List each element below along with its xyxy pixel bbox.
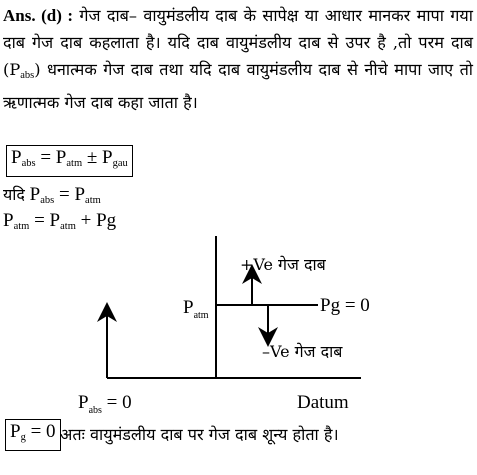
- if-word: यदि: [3, 185, 25, 204]
- box-rest: = 0: [25, 421, 56, 442]
- if-eq: = P: [54, 184, 86, 205]
- formula-atm-sub: atm: [66, 158, 83, 169]
- answer-label: Ans. (d) :: [3, 6, 73, 25]
- patm-rest2: + Pg: [75, 210, 117, 231]
- conclusion-text: अतः वायुमंडलीय दाब पर गेज दाब शून्य होता है।: [60, 425, 339, 444]
- patm-atm-sub: atm: [13, 221, 30, 232]
- p-abs-subscript: abs: [20, 70, 35, 81]
- paragraph-text-2: ) धनात्मक गेज दाब तथा यदि दाब वायुमंडलीय दाब से नीचे मापा जाए तो ऋणात्मक गेज दाब कहा जाता है।: [3, 60, 473, 112]
- positive-gauge-label: +Ve गेज दाब: [240, 255, 326, 274]
- patm-rest1: = P: [29, 210, 61, 231]
- patm-atm2-sub: atm: [60, 221, 76, 232]
- gauge-zero-box: [5, 419, 61, 451]
- formula-abs-sub: abs: [21, 158, 36, 169]
- patm-label: $P_{atm}$: [183, 297, 209, 321]
- formula-gau-sub: gau: [112, 158, 128, 169]
- pabs-zero-label: $P_{abs} = 0$: [78, 392, 132, 416]
- box-g-sub: g: [20, 432, 26, 443]
- box-p: P: [10, 421, 21, 442]
- if-p: P: [24, 184, 41, 205]
- if-abs-sub: abs: [40, 195, 55, 206]
- datum-label: Datum: [297, 392, 349, 413]
- if-atm-sub: atm: [85, 195, 101, 206]
- pg-zero-label: Pg = 0: [320, 295, 370, 316]
- negative-gauge-label: –Ve गेज दाब: [262, 342, 343, 361]
- formula-pm: ± P: [82, 147, 113, 168]
- paragraph-text-1: गेज दाब– वायुमंडलीय दाब के सापेक्ष या आधार मानकर मापा गया दाब गेज दाब कहलाता है। यदि दाब वायुमंडलीय दाब से उपर है ,तो परम दाब (P: [3, 6, 473, 79]
- formula-p: P: [11, 147, 22, 168]
- patm-p: P: [3, 210, 14, 231]
- formula-eq: = P: [35, 147, 67, 168]
